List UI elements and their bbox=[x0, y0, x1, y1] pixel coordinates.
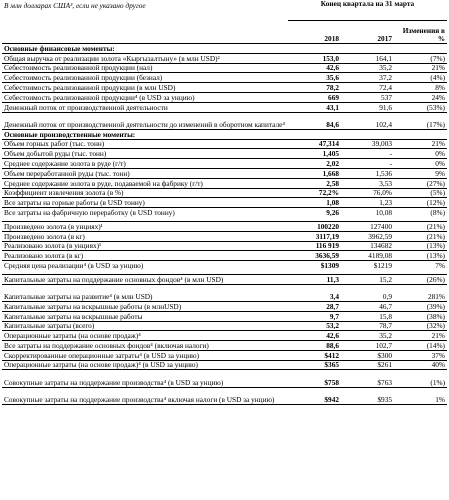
table-row bbox=[2, 198, 447, 208]
row-label: Объем переработанной руды (тыс. тонн) bbox=[2, 168, 288, 178]
change-percent: 21% bbox=[394, 331, 447, 341]
value-2018: $412 bbox=[288, 350, 341, 360]
value-2017: 127400 bbox=[341, 221, 394, 231]
change-percent: (53%) bbox=[394, 102, 447, 112]
row-label: Скорректированные операционные затраты⁴ (в USD за унцию) bbox=[2, 350, 288, 360]
table-row bbox=[2, 178, 447, 188]
table-row bbox=[2, 370, 447, 387]
row-label: Себестоимость реализованной продукции (безнал) bbox=[2, 73, 288, 83]
row-label: Все затраты на фабричную переработку (в USD тонну) bbox=[2, 208, 288, 217]
table-row bbox=[2, 83, 447, 93]
value-2017: 3962,59 bbox=[341, 231, 394, 241]
change-percent: 8% bbox=[394, 83, 447, 93]
value-2018: $1309 bbox=[288, 261, 341, 270]
value-2018: 78,2 bbox=[288, 83, 341, 93]
value-2017: 37,2 bbox=[341, 73, 394, 83]
row-label: Произведено золота (в унциях)¹ bbox=[2, 221, 288, 231]
value-2017: 1,23 bbox=[341, 198, 394, 208]
change-percent: (38%) bbox=[394, 311, 447, 321]
value-2018: 11,3 bbox=[288, 274, 341, 284]
change-percent: 1% bbox=[394, 387, 447, 404]
row-label: Капитальные затраты на развитие⁴ (в млн USD) bbox=[2, 284, 288, 301]
row-label: Объем добытой руды (тыс. тонн) bbox=[2, 149, 288, 159]
value-2017: $261 bbox=[341, 360, 394, 370]
value-2017: 134682 bbox=[341, 241, 394, 251]
col-2017-header: 2017 bbox=[341, 21, 394, 44]
value-2017: 72,4 bbox=[341, 83, 394, 93]
row-label: Совокупные затраты на поддержание производства⁴ включая налоги (в USD за унцию) bbox=[2, 387, 288, 404]
row-label: Общая выручка от реализации золота «Кыргызалтыну» (в млн USD)² bbox=[2, 53, 288, 63]
table-row bbox=[2, 208, 447, 217]
value-2017: $935 bbox=[341, 387, 394, 404]
value-2017: 76,0% bbox=[341, 188, 394, 198]
section-heading-row bbox=[2, 44, 447, 54]
value-2017: 35,2 bbox=[341, 331, 394, 341]
table-row bbox=[2, 149, 447, 159]
table-row bbox=[2, 188, 447, 198]
change-percent: (17%) bbox=[394, 112, 447, 129]
value-2017: 91,6 bbox=[341, 102, 394, 112]
change-percent: (13%) bbox=[394, 251, 447, 261]
row-label: Коэффициент извлечения золота (в %) bbox=[2, 188, 288, 198]
change-percent: 281% bbox=[394, 284, 447, 301]
table-caption: В млн долларах США³, если не указано другое bbox=[4, 1, 146, 10]
row-label: Себестоимость реализованной продукции (в млн USD) bbox=[2, 83, 288, 93]
table-row bbox=[2, 241, 447, 251]
table-row bbox=[2, 231, 447, 241]
table-row bbox=[2, 274, 447, 284]
value-2018: 9,26 bbox=[288, 208, 341, 217]
row-label: Денежный поток от производственной деятельности до изменений в оборотном капитале⁴ bbox=[2, 112, 288, 129]
value-2017: 537 bbox=[341, 92, 394, 102]
value-2018: 1,08 bbox=[288, 198, 341, 208]
value-2018: 3,4 bbox=[288, 284, 341, 301]
value-2017: 4189,08 bbox=[341, 251, 394, 261]
change-percent: (14%) bbox=[394, 341, 447, 351]
table-row bbox=[2, 284, 447, 301]
table-row bbox=[2, 311, 447, 321]
row-label: Денежный поток от производственной деятельности bbox=[2, 102, 288, 112]
change-percent: (5%) bbox=[394, 188, 447, 198]
change-percent: 7% bbox=[394, 261, 447, 270]
table-row bbox=[2, 331, 447, 341]
change-percent: 21% bbox=[394, 139, 447, 149]
value-2018: 2,58 bbox=[288, 178, 341, 188]
value-2018: 3117,19 bbox=[288, 231, 341, 241]
change-percent: (21%) bbox=[394, 231, 447, 241]
value-2018: 116 919 bbox=[288, 241, 341, 251]
value-2017: 164,1 bbox=[341, 53, 394, 63]
change-percent: 21% bbox=[394, 63, 447, 73]
row-label: Капитальные затраты (всего) bbox=[2, 321, 288, 331]
value-2018: 88,6 bbox=[288, 341, 341, 351]
value-2017: 102,4 bbox=[341, 112, 394, 129]
row-label: Операционные затраты (на основе продаж)⁴ (в USD за унцию) bbox=[2, 360, 288, 370]
value-2018: 84,6 bbox=[288, 112, 341, 129]
value-2018: 53,2 bbox=[288, 321, 341, 331]
value-2018: 47,314 bbox=[288, 139, 341, 149]
row-label: Произведено золота (в кг) bbox=[2, 231, 288, 241]
table-row bbox=[2, 387, 447, 404]
section-heading: Основные финансовые моменты: bbox=[2, 44, 447, 54]
header-row-2 bbox=[2, 21, 447, 44]
value-2018: 9,7 bbox=[288, 311, 341, 321]
table-row bbox=[2, 139, 447, 149]
table-row bbox=[2, 159, 447, 169]
value-2018: 42,6 bbox=[288, 331, 341, 341]
change-percent: 9% bbox=[394, 168, 447, 178]
financial-table bbox=[2, 0, 447, 405]
change-percent: (13%) bbox=[394, 241, 447, 251]
row-label: Операционные затраты (на основе продаж)⁴ bbox=[2, 331, 288, 341]
table-row bbox=[2, 92, 447, 102]
table-row bbox=[2, 350, 447, 360]
change-percent: 24% bbox=[394, 92, 447, 102]
table-row bbox=[2, 261, 447, 270]
value-2018: $365 bbox=[288, 360, 341, 370]
row-label: Капитальные затраты на вскрышные работы bbox=[2, 311, 288, 321]
value-2017: 15,2 bbox=[341, 274, 394, 284]
value-2018: 100220 bbox=[288, 221, 341, 231]
value-2018: 28,7 bbox=[288, 301, 341, 311]
change-percent: (32%) bbox=[394, 321, 447, 331]
value-2017: - bbox=[341, 159, 394, 169]
section-heading: Основные производственные моменты: bbox=[2, 129, 447, 139]
value-2017: - bbox=[341, 149, 394, 159]
row-label: Все затраты на поддержание основных фондов⁴ (включая налоги) bbox=[2, 341, 288, 351]
value-2017: $1219 bbox=[341, 261, 394, 270]
value-2017: 39,003 bbox=[341, 139, 394, 149]
change-percent: 40% bbox=[394, 360, 447, 370]
row-label: Объем горных работ (тыс. тонн) bbox=[2, 139, 288, 149]
row-label: Совокупные затраты на поддержание производства⁴ (в USD за унцию) bbox=[2, 370, 288, 387]
change-percent: (8%) bbox=[394, 208, 447, 217]
table-row bbox=[2, 321, 447, 331]
value-2018: 35,6 bbox=[288, 73, 341, 83]
change-percent: (4%) bbox=[394, 73, 447, 83]
change-percent: (21%) bbox=[394, 221, 447, 231]
value-2018: 43,1 bbox=[288, 102, 341, 112]
value-2018: 669 bbox=[288, 92, 341, 102]
value-2018: 153,0 bbox=[288, 53, 341, 63]
value-2018: 1,668 bbox=[288, 168, 341, 178]
change-percent: (12%) bbox=[394, 198, 447, 208]
col-change-header: Изменения в % bbox=[394, 21, 447, 44]
row-label: Капитальные затраты на поддержание основных фондов⁴ (в млн USD) bbox=[2, 274, 288, 284]
table-row bbox=[2, 53, 447, 63]
change-percent: 0% bbox=[394, 149, 447, 159]
row-label: Капитальные затраты на вскрышные работы (в млнUSD) bbox=[2, 301, 288, 311]
table-row bbox=[2, 112, 447, 129]
table-row bbox=[2, 341, 447, 351]
value-2018: 42,6 bbox=[288, 63, 341, 73]
value-2018: 1,405 bbox=[288, 149, 341, 159]
value-2018: $942 bbox=[288, 387, 341, 404]
value-2017: 102,7 bbox=[341, 341, 394, 351]
table-row bbox=[2, 168, 447, 178]
row-label: Среднее содержание золота в руде (г/т) bbox=[2, 159, 288, 169]
period-title: Конец квартала на 31 марта bbox=[288, 0, 447, 21]
change-percent: (7%) bbox=[394, 53, 447, 63]
row-label: Реализовано золота (в кг) bbox=[2, 251, 288, 261]
change-percent: (1%) bbox=[394, 370, 447, 387]
row-label: Среднее содержание золота в руде, подаваемой на фабрику (г/т) bbox=[2, 178, 288, 188]
table-row bbox=[2, 102, 447, 112]
row-label: Себестоимость реализованной продукции (нал) bbox=[2, 63, 288, 73]
change-percent: (39%) bbox=[394, 301, 447, 311]
change-percent: 37% bbox=[394, 350, 447, 360]
change-percent: (27%) bbox=[394, 178, 447, 188]
section-heading-row bbox=[2, 129, 447, 139]
value-2018: 72,2% bbox=[288, 188, 341, 198]
col-2018-header: 2018 bbox=[288, 21, 341, 44]
value-2017: 46,7 bbox=[341, 301, 394, 311]
value-2017: 3,53 bbox=[341, 178, 394, 188]
value-2017: 35,2 bbox=[341, 63, 394, 73]
value-2018: 3636,59 bbox=[288, 251, 341, 261]
value-2017: 0,9 bbox=[341, 284, 394, 301]
value-2017: 10,08 bbox=[341, 208, 394, 217]
value-2018: $758 bbox=[288, 370, 341, 387]
value-2017: 15,8 bbox=[341, 311, 394, 321]
change-percent: (26%) bbox=[394, 274, 447, 284]
header-row-1 bbox=[2, 0, 447, 21]
value-2017: 1,536 bbox=[341, 168, 394, 178]
value-2017: 78,7 bbox=[341, 321, 394, 331]
table-row bbox=[2, 251, 447, 261]
row-label: Все затраты на горные работы (в USD тонну) bbox=[2, 198, 288, 208]
table-row bbox=[2, 301, 447, 311]
table-row bbox=[2, 221, 447, 231]
value-2017: $763 bbox=[341, 370, 394, 387]
table-row bbox=[2, 63, 447, 73]
change-percent: 0% bbox=[394, 159, 447, 169]
row-label: Средняя цена реализации⁴ (в USD за унцию) bbox=[2, 261, 288, 270]
row-label: Реализовано золота (в унциях)¹ bbox=[2, 241, 288, 251]
value-2018: 2,02 bbox=[288, 159, 341, 169]
table-row bbox=[2, 73, 447, 83]
row-label: Себестоимость реализованной продукции⁴ (в USD за унцию) bbox=[2, 92, 288, 102]
value-2017: $300 bbox=[341, 350, 394, 360]
table-row bbox=[2, 360, 447, 370]
